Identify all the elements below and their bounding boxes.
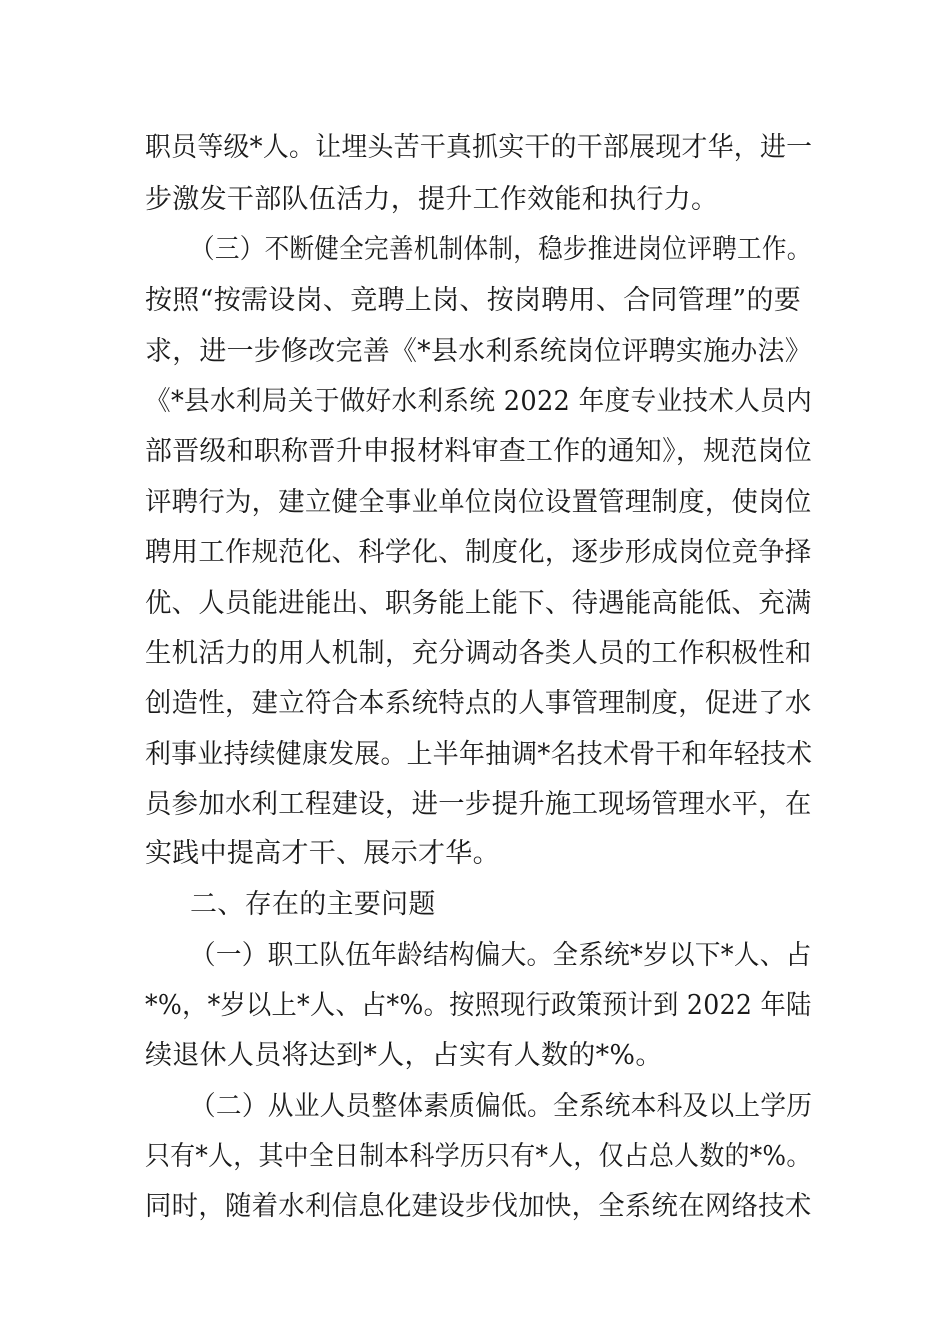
- paragraph-line: 续退休人员将达到*人，占实有人数的*%。: [145, 1040, 663, 1071]
- section-heading-line: （三）不断健全完善机制体制，稳步推进岗位评聘工作。: [190, 234, 812, 265]
- paragraph-line: 步激发干部队伍活力，提升工作效能和执行力。: [145, 184, 719, 215]
- paragraph-line: 评聘行为，建立健全事业单位岗位设置管理制度，使岗位: [145, 487, 812, 518]
- paragraph-line: 按照“按需设岗、竞聘上岗、按岗聘用、合同管理”的要: [145, 285, 802, 316]
- paragraph-line: 求，进一步修改完善《*县水利系统岗位评聘实施办法》: [145, 336, 812, 367]
- paragraph-line: 生机活力的用人机制，充分调动各类人员的工作积极性和: [145, 638, 812, 669]
- paragraph-line: *%，*岁以上*人、占*%。按照现行政策预计到 2022 年陆: [145, 990, 812, 1021]
- paragraph-line: 部晋级和职称晋升申报材料审查工作的通知》，规范岗位: [145, 436, 812, 467]
- subsection-heading-line: （二）从业人员整体素质偏低。全系统本科及以上学历: [190, 1091, 813, 1122]
- paragraph-line: 聘用工作规范化、科学化、制度化，逐步形成岗位竞争择: [145, 537, 812, 568]
- paragraph-line: 《*县水利局关于做好水利系统 2022 年度专业技术人员内: [145, 386, 813, 417]
- paragraph-line: 只有*人，其中全日制本科学历只有*人，仅占总人数的*%。: [145, 1141, 812, 1172]
- paragraph-line: 同时，随着水利信息化建设步伐加快，全系统在网络技术: [145, 1191, 812, 1222]
- paragraph-line: 利事业持续健康发展。上半年抽调*名技术骨干和年轻技术: [145, 739, 813, 770]
- paragraph-line: 创造性，建立符合本系统特点的人事管理制度，促进了水: [145, 688, 812, 719]
- paragraph-line: 优、人员能进能出、职务能上能下、待遇能高能低、充满: [145, 588, 812, 619]
- subsection-heading-line: （一）职工队伍年龄结构偏大。全系统*岁以下*人、占: [190, 940, 812, 971]
- section-heading: 二、存在的主要问题: [190, 889, 436, 920]
- paragraph-line: 员参加水利工程建设，进一步提升施工现场管理水平，在: [145, 789, 812, 820]
- paragraph-line: 职员等级*人。让埋头苦干真抓实干的干部展现才华，进一: [145, 132, 813, 163]
- paragraph-line: 实践中提高才干、展示才华。: [145, 838, 500, 869]
